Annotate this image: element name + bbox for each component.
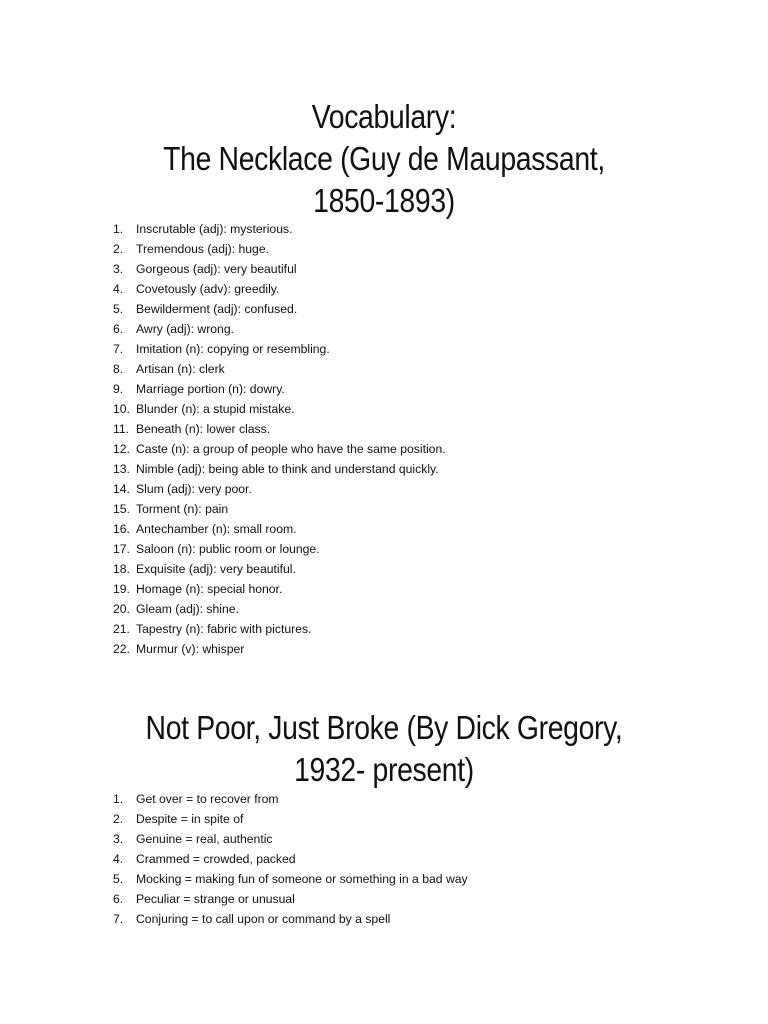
vocab-item-text: Gleam (adj): shine. <box>136 602 239 616</box>
vocab-item-number: 3. <box>113 262 124 276</box>
vocab-item-text: Slum (adj): very poor. <box>136 482 252 496</box>
vocab-item-text: Homage (n): special honor. <box>136 582 283 596</box>
vocab-item-text: Exquisite (adj): very beautiful. <box>136 562 296 576</box>
vocab-item-text: Gorgeous (adj): very beautiful <box>136 262 297 276</box>
vocab-item-number: 4. <box>113 852 124 866</box>
vocab-item-text: Get over = to recover from <box>136 792 279 806</box>
vocab-item-text: Marriage portion (n): dowry. <box>136 382 285 396</box>
vocab-item-text: Torment (n): pain <box>136 502 229 516</box>
vocab-item-text: Nimble (adj): being able to think and understand quickly. <box>136 462 439 476</box>
vocab-item-number: 17. <box>113 542 130 556</box>
vocab-item-number: 6. <box>113 892 124 906</box>
vocab-item-number: 12. <box>113 442 130 456</box>
vocab-item-number: 22. <box>113 642 130 656</box>
vocab-item-text: Bewilderment (adj): confused. <box>136 302 298 316</box>
vocab-item-text: Inscrutable (adj): mysterious. <box>136 222 293 236</box>
vocab-item-number: 7. <box>113 342 124 356</box>
vocab-item-number: 5. <box>113 872 124 886</box>
vocab-item-number: 2. <box>113 242 124 256</box>
section-1-title-line: The Necklace (Guy de Maupassant, <box>163 140 605 177</box>
vocab-item-text: Artisan (n): clerk <box>136 362 225 376</box>
vocab-item-number: 2. <box>113 812 124 826</box>
vocab-item-text: Mocking = making fun of someone or something in a bad way <box>136 872 468 886</box>
section-2-title <box>54 707 714 791</box>
vocab-item-text: Antechamber (n): small room. <box>136 522 297 536</box>
vocab-item-number: 11. <box>113 422 130 436</box>
vocab-item-text: Tapestry (n): fabric with pictures. <box>136 622 312 636</box>
vocab-item-text: Covetously (adv): greedily. <box>136 282 280 296</box>
section-2-title-line: Not Poor, Just Broke (By Dick Gregory, <box>145 709 623 746</box>
vocab-item-text: Peculiar = strange or unusual <box>136 892 295 906</box>
vocab-item-number: 4. <box>113 282 124 296</box>
vocab-item-text: Awry (adj): wrong. <box>136 322 234 336</box>
vocab-item-number: 18. <box>113 562 130 576</box>
vocab-item-number: 1. <box>113 792 124 806</box>
vocab-item-number: 14. <box>113 482 130 496</box>
vocab-item-number: 5. <box>113 302 124 316</box>
vocab-item-text: Murmur (v): whisper <box>136 642 245 656</box>
vocab-item-text: Blunder (n): a stupid mistake. <box>136 402 295 416</box>
vocab-item-text: Genuine = real, authentic <box>136 832 273 846</box>
vocab-item-text: Conjuring = to call upon or command by a spell <box>136 912 391 926</box>
vocab-item-number: 21. <box>113 622 130 636</box>
vocab-item-number: 6. <box>113 322 124 336</box>
vocab-item-text: Despite = in spite of <box>136 812 244 826</box>
vocab-item-text: Tremendous (adj): huge. <box>136 242 270 256</box>
vocab-item-text: Saloon (n): public room or lounge. <box>136 542 320 556</box>
vocab-item-number: 9. <box>113 382 124 396</box>
section-1-title <box>54 96 714 222</box>
vocab-item-number: 10. <box>113 402 130 416</box>
vocab-item-number: 7. <box>113 912 124 926</box>
vocab-item-text: Imitation (n): copying or resembling. <box>136 342 330 356</box>
vocab-item-number: 8. <box>113 362 124 376</box>
vocab-item-number: 16. <box>113 522 130 536</box>
vocab-item-number: 15. <box>113 502 130 516</box>
vocab-item-number: 19. <box>113 582 130 596</box>
vocab-item-number: 13. <box>113 462 130 476</box>
section-1-title-line: Vocabulary: <box>311 98 457 135</box>
vocab-item-text: Caste (n): a group of people who have the same position. <box>136 442 446 456</box>
section-1-title-line: 1850-1893) <box>313 182 455 219</box>
vocab-item-number: 3. <box>113 832 124 846</box>
vocab-item-text: Beneath (n): lower class. <box>136 422 271 436</box>
section-2-title-line: 1932- present) <box>294 751 474 788</box>
vocab-item-number: 1. <box>113 222 124 236</box>
vocab-item-number: 20. <box>113 602 130 616</box>
vocab-item-text: Crammed = crowded, packed <box>136 852 296 866</box>
